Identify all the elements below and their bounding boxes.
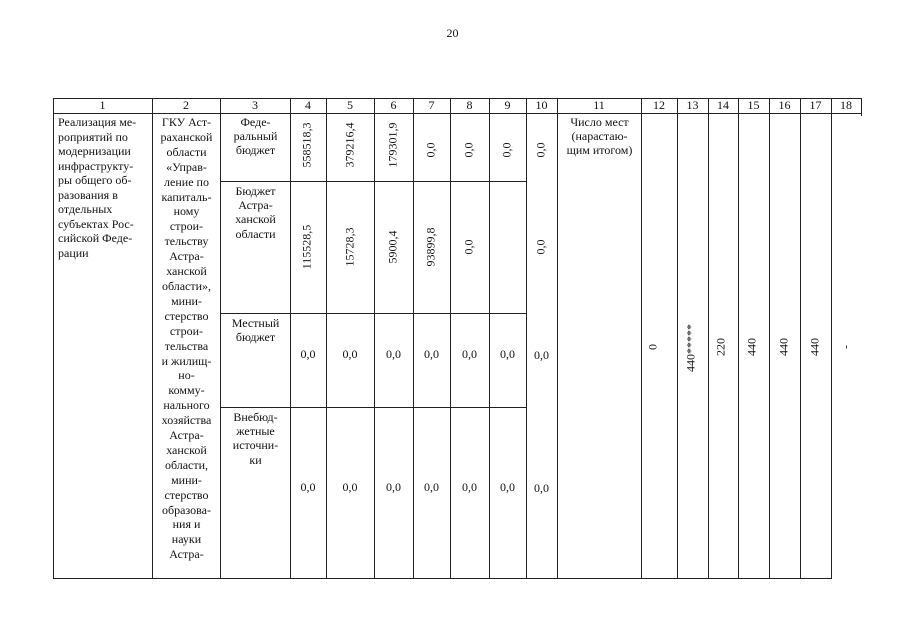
column-divider <box>800 98 801 578</box>
text-line: образова- <box>162 502 211 517</box>
indicator-value-cell: 440***** <box>683 324 698 372</box>
text-line: ральный <box>233 129 278 144</box>
text-line: Местный <box>231 316 280 330</box>
header-col-18: 18 <box>840 98 852 112</box>
text-line: Реализация ме- <box>58 115 137 129</box>
text-line: (нарастаю- <box>571 129 628 144</box>
header-divider <box>53 113 862 114</box>
value-cell: 558518,3 <box>299 122 314 168</box>
text-line: области <box>166 144 207 159</box>
value-cell: 0,0 <box>462 347 477 361</box>
column-divider <box>326 98 327 578</box>
indicator-value-cell: 440 <box>744 338 759 356</box>
page-number: 20 <box>446 26 459 40</box>
header-col-9: 9 <box>504 98 511 112</box>
indicator-value-cell: 0 <box>645 344 660 350</box>
text-line: Астра- <box>169 547 204 562</box>
header-col-5: 5 <box>347 98 353 112</box>
header-col-15: 15 <box>747 98 760 112</box>
text-line: источни- <box>232 438 279 453</box>
header-col-14: 14 <box>717 98 729 112</box>
column-divider <box>413 98 414 578</box>
text-line: строи- <box>169 219 204 234</box>
text-line: но- <box>178 368 195 383</box>
row-divider <box>220 313 527 314</box>
text-line: и жилищ- <box>161 353 212 368</box>
text-line: стерство <box>164 487 209 502</box>
value-cell: 0,0 <box>424 347 439 361</box>
text-line: модернизации <box>58 144 131 158</box>
header-col-4: 4 <box>305 98 311 112</box>
text-line: бюджет <box>235 330 276 345</box>
column-divider <box>831 98 832 578</box>
text-line: мини- <box>171 293 202 308</box>
header-col-2: 2 <box>183 98 189 112</box>
value-cell: 379216,4 <box>342 122 357 168</box>
indicator-value-cell: 440 <box>807 338 822 356</box>
text-line: науки <box>171 532 202 547</box>
header-col-17: 17 <box>809 98 822 112</box>
text-line: ГКУ Аст- <box>161 115 212 129</box>
text-line: раханской <box>160 129 213 144</box>
value-cell: 5900,4 <box>385 230 400 264</box>
text-line: инфраструкту- <box>58 158 134 173</box>
table-border-bottom <box>53 578 832 579</box>
text-line: ры общего об- <box>58 173 132 187</box>
column-divider <box>677 98 678 578</box>
indicator-name-cell <box>558 115 641 158</box>
value-cell: 0,0 <box>386 480 401 494</box>
text-line: капиталь- <box>161 189 212 204</box>
column-divider <box>526 98 527 578</box>
source-extrabudget-cell <box>221 410 290 467</box>
column-divider <box>641 98 642 578</box>
column-divider <box>374 98 375 578</box>
text-line: рации <box>58 245 89 260</box>
value-cell: 115528,5 <box>299 224 314 270</box>
value-cell: 0,0 <box>461 239 476 255</box>
text-line: Бюджет <box>235 184 276 198</box>
text-line: ния и <box>172 517 201 532</box>
value-cell: 0,0 <box>533 142 548 158</box>
column-divider <box>769 98 770 578</box>
text-line: тельству <box>164 234 209 249</box>
source-local-cell <box>221 316 290 344</box>
executor-cell <box>153 115 220 562</box>
value-cell: 0,0 <box>300 480 316 494</box>
column-divider <box>489 98 490 578</box>
text-line: роприятий по <box>58 129 128 144</box>
text-line: стерство <box>164 308 209 323</box>
text-line: ханской <box>166 264 207 279</box>
value-cell: 0,0 <box>499 142 514 158</box>
value-cell: 179301,9 <box>385 122 400 168</box>
text-line: ному <box>173 204 200 219</box>
value-cell: 0,0 <box>533 239 548 255</box>
value-cell: 0,0 <box>462 480 477 494</box>
column-divider <box>557 98 558 578</box>
column-divider <box>450 98 451 578</box>
value-cell: 0,0 <box>300 347 316 361</box>
indicator-value-cell: - <box>838 345 853 349</box>
value-cell: 0,0 <box>423 142 438 158</box>
value-cell: 93899,8 <box>423 227 438 267</box>
column-divider <box>290 98 291 578</box>
text-line: Число мест <box>570 115 629 129</box>
table-border-left <box>53 98 54 578</box>
value-cell: 0,0 <box>386 347 401 361</box>
value-cell: 0,0 <box>424 480 439 494</box>
text-line: субъектах Рос- <box>58 216 134 231</box>
text-line: отдельных <box>58 202 113 216</box>
text-line: Астра- <box>169 249 204 264</box>
text-line: бюджет <box>235 143 276 158</box>
header-col-11: 11 <box>593 98 605 112</box>
indicator-value-cell: 440 <box>776 338 791 356</box>
value-cell: 0,0 <box>500 347 515 361</box>
text-line: Внебюд- <box>233 410 278 424</box>
value-cell: 0,0 <box>500 480 515 494</box>
header-col-8: 8 <box>466 98 473 112</box>
text-line: области, <box>164 457 209 472</box>
text-line: области», <box>161 278 212 293</box>
text-line: жетные <box>236 424 275 439</box>
text-line: хозяйства <box>161 413 212 428</box>
text-line: тельства <box>164 338 209 353</box>
text-line: разования в <box>58 187 118 202</box>
header-col-12: 12 <box>653 98 665 112</box>
text-line: комму- <box>168 383 205 398</box>
value-cell: 15728,3 <box>342 227 357 267</box>
header-col-6: 6 <box>390 98 397 112</box>
text-line: Феде- <box>240 115 271 129</box>
text-line: нального <box>163 398 210 413</box>
text-line: сийской Феде- <box>58 231 133 245</box>
value-cell: 0,0 <box>534 348 549 362</box>
column-divider <box>738 98 739 578</box>
text-line: строи- <box>169 323 204 338</box>
header-col-7: 7 <box>428 98 435 112</box>
text-line: Астра- <box>169 428 204 443</box>
header-col-10: 10 <box>535 98 548 112</box>
source-federal-cell <box>221 115 290 158</box>
text-line: мини- <box>171 472 202 487</box>
text-line: «Управ- <box>166 159 207 174</box>
row-divider <box>220 181 527 182</box>
value-cell: 0,0 <box>342 480 358 494</box>
row-divider <box>220 407 527 408</box>
text-line: щим итогом) <box>566 143 633 158</box>
header-col-1: 1 <box>99 98 106 112</box>
value-cell: 0,0 <box>342 347 358 361</box>
event-name-cell <box>55 115 154 260</box>
header-col-13: 13 <box>686 98 699 112</box>
text-line: ханской <box>235 212 276 227</box>
header-col-16: 16 <box>778 98 791 112</box>
header-col-3: 3 <box>252 98 258 112</box>
text-line: ханской <box>166 442 207 457</box>
text-line: Астра- <box>238 198 273 213</box>
text-line: ки <box>249 452 262 467</box>
source-regional-cell <box>221 184 290 241</box>
text-line: области <box>235 226 276 241</box>
column-divider <box>708 98 709 578</box>
value-cell: 0,0 <box>534 481 549 495</box>
indicator-value-cell: 220 <box>713 338 728 356</box>
value-cell: 0,0 <box>461 142 476 158</box>
text-line: ление по <box>164 174 209 189</box>
